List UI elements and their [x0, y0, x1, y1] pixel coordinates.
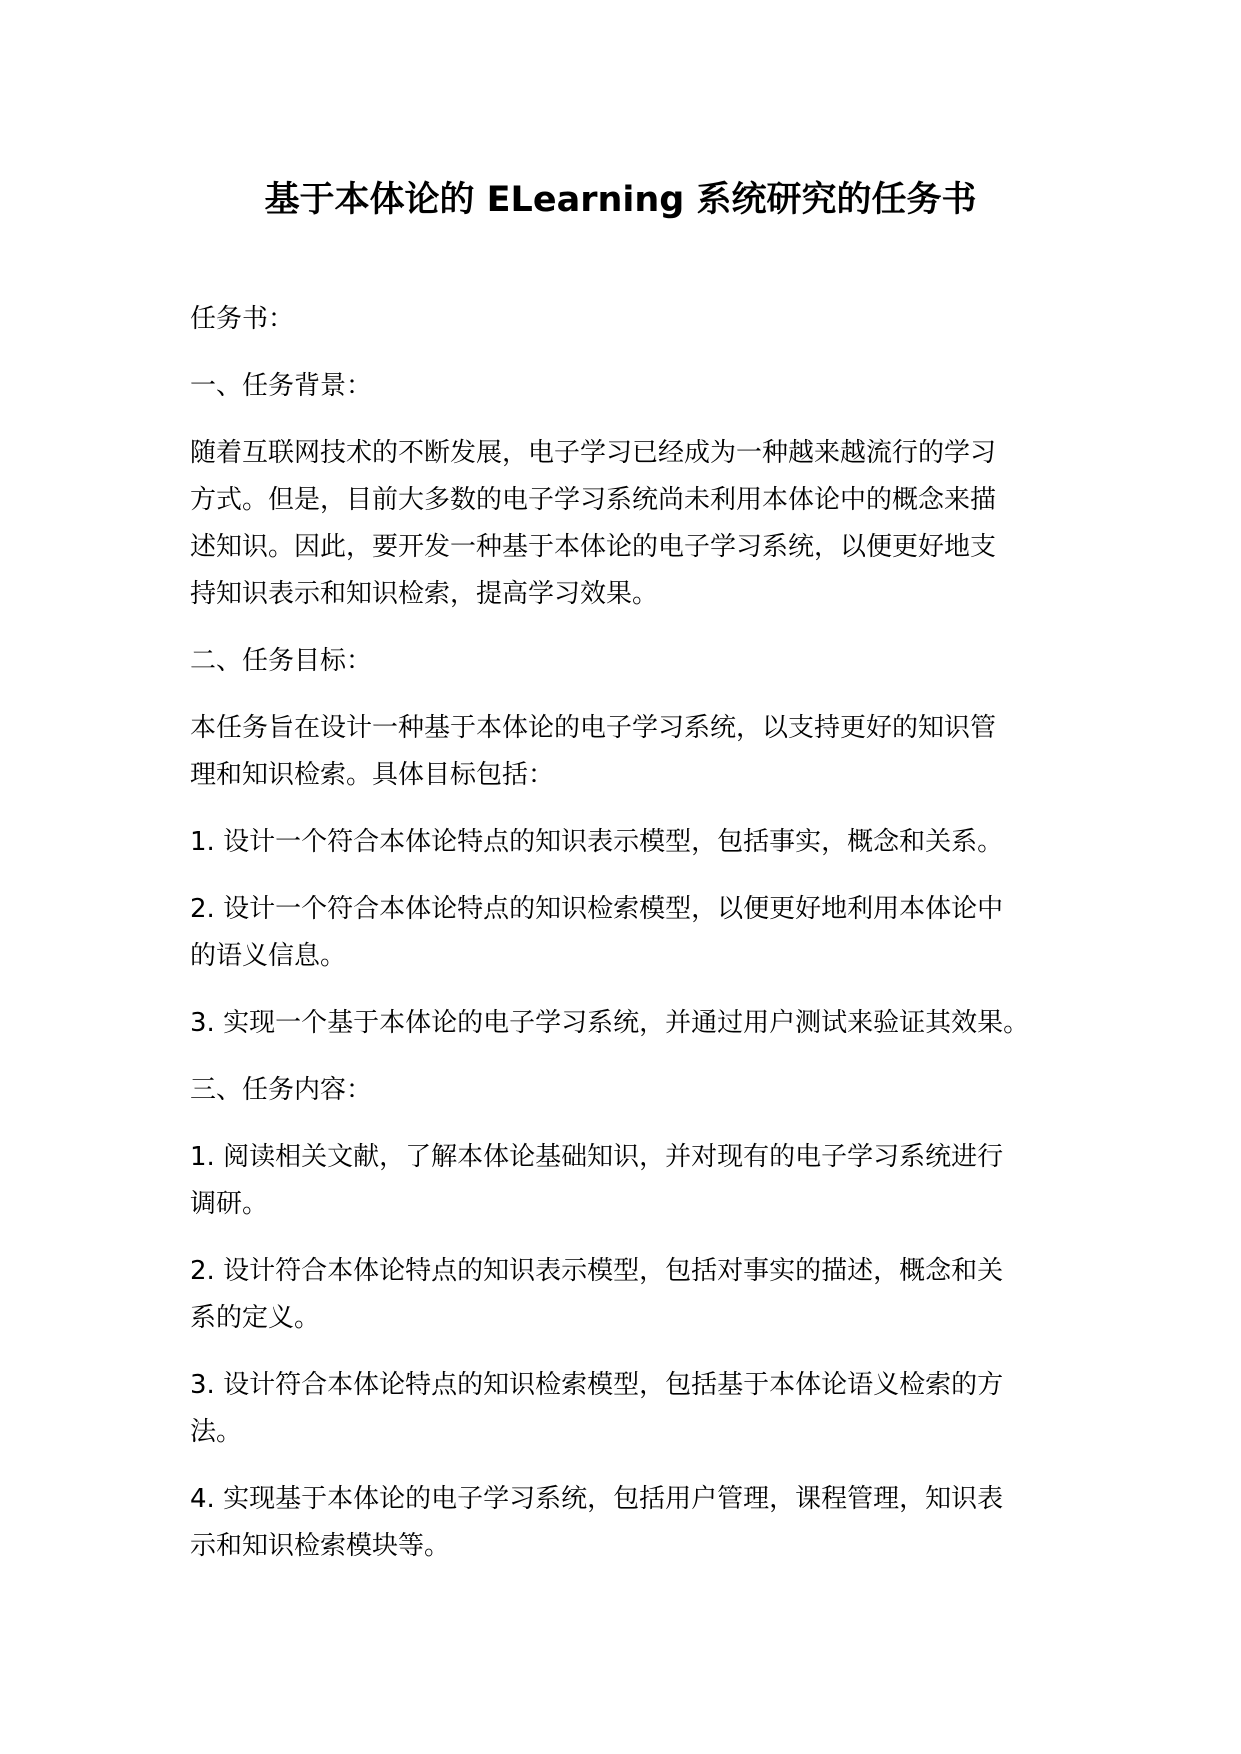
- list-item-goal-2: 2. 设计一个符合本体论特点的知识检索模型，以便更好地利用本体论中 的语义信息。: [190, 894, 1004, 971]
- list-item-content-1: 1. 阅读相关文献，了解本体论基础知识，并对现有的电子学习系统进行 调研。: [190, 1142, 1004, 1219]
- section-heading-goals: 二、任务目标：: [190, 646, 373, 676]
- section-heading-content: 三、任务内容：: [190, 1075, 373, 1105]
- paragraph-goals-intro: 本任务旨在设计一种基于本体论的电子学习系统，以支持更好的知识管 理和知识检索。具体目标包括：: [190, 713, 997, 790]
- list-item-content-4: 4. 实现基于本体论的电子学习系统，包括用户管理，课程管理，知识表 示和知识检索模块等。: [190, 1484, 1004, 1561]
- list-item-content-3: 3. 设计符合本体论特点的知识检索模型，包括基于本体论语义检索的方 法。: [190, 1370, 1004, 1447]
- paragraph-heading-taskbook: 任务书：: [190, 304, 295, 334]
- document-title: 基于本体论的 ELearning 系统研究的任务书: [264, 180, 977, 220]
- list-item-goal-3: 3. 实现一个基于本体论的电子学习系统，并通过用户测试来验证其效果。: [190, 1008, 1030, 1038]
- list-item-goal-1: 1. 设计一个符合本体论特点的知识表示模型，包括事实，概念和关系。: [190, 827, 1004, 857]
- list-item-content-2: 2. 设计符合本体论特点的知识表示模型，包括对事实的描述，概念和关 系的定义。: [190, 1256, 1004, 1333]
- paragraph-background: 随着互联网技术的不断发展，电子学习已经成为一种越来越流行的学习 方式。但是，目前大多数的电子学习系统尚未利用本体论中的概念来描 述知识。因此，要开发一种基于本体论的电子学习系统，以便更好地支 持知识表示和知识检索，提高学习效果。: [190, 438, 997, 609]
- document-body: [190, 296, 1090, 1590]
- section-heading-background: 一、任务背景：: [190, 371, 373, 401]
